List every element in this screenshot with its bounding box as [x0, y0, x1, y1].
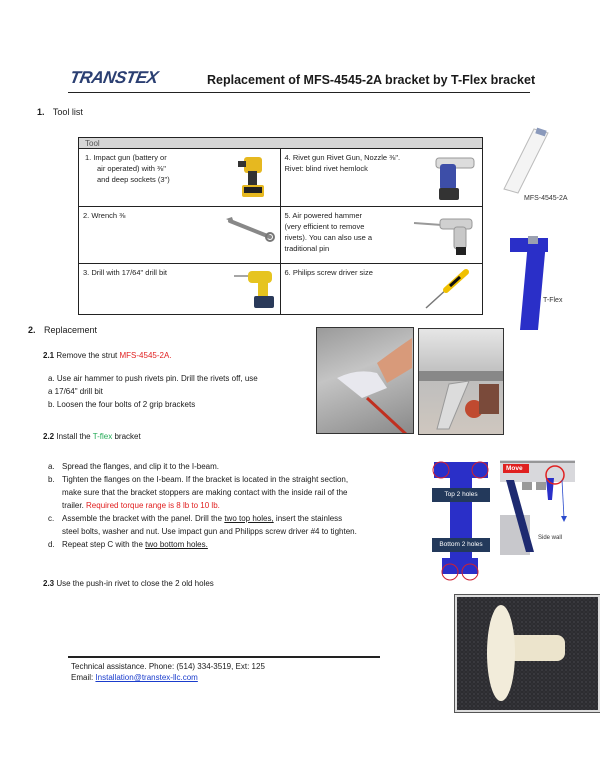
page-title: Replacement of MFS-4545-2A bracket by T-Flex bracket — [207, 73, 536, 87]
step-2-2-heading: 2.2 Install the T-flex bracket — [43, 432, 141, 441]
section-1-heading: 1. Tool list — [37, 107, 83, 117]
step-2-2-item-c: c. Assemble the bracket with the panel. Drill the two top holes, insert the stainless steel bolts, washer and nut. Use impact gun and Philipps screw driver #4 to tighten. — [48, 514, 357, 536]
push-in-rivet-photo — [455, 595, 600, 712]
transtex-logo: TRANSTEX — [68, 68, 160, 87]
support-email-link[interactable]: Installation@transtex-llc.com — [95, 673, 198, 682]
tool-row — [79, 149, 482, 207]
air-hammer-image — [412, 213, 476, 259]
header-divider — [68, 92, 530, 93]
rivet-gun-image — [432, 154, 478, 202]
tech-assistance-phone: Technical assistance. Phone: (514) 334-3519, Ext: 125 — [71, 662, 265, 671]
footer-contact: Technical assistance. Phone: (514) 334-3519, Ext: 125 Email: Installation@transtex-llc.com — [71, 662, 265, 682]
section-2-heading: 2. Replacement — [28, 325, 98, 335]
mfs-bracket-image — [500, 125, 550, 195]
wrench-image — [224, 215, 276, 243]
tflex-holes-diagram — [428, 458, 493, 583]
tool-table-header: Tool — [79, 138, 482, 149]
torque-warning: Required torque range is 8 lb to 10 lb. — [86, 501, 220, 510]
remove-rivets-photo — [316, 327, 414, 434]
impact-gun-image — [236, 155, 266, 199]
top-holes-label: Top 2 holes — [432, 488, 490, 502]
step-2-1-heading: 2.1 Remove the strut MFS-4545-2A. — [43, 351, 172, 360]
step-2-1-item-b: b. Loosen the four bolts of 2 grip brackets — [48, 400, 196, 409]
tool-cell-screwdriver: 6. Philips screw driver size — [281, 264, 483, 314]
bottom-holes-label: Bottom 2 holes — [432, 538, 490, 552]
side-wall-label: Side wall — [538, 535, 563, 541]
mfs-bracket-label: MFS-4545-2A — [524, 195, 568, 202]
tool-table — [78, 137, 483, 315]
tflex-bracket-image — [508, 232, 550, 332]
step-2-1-item-a: a. Use air hammer to push rivets pin. Drill the rivets off, use — [48, 374, 258, 383]
drill-image — [234, 268, 278, 310]
step-2-2-item-a: a. Spread the flanges, and clip it to the I-beam. — [48, 462, 219, 471]
footer-divider — [68, 656, 380, 658]
tool-cell-drill: 3. Drill with 17/64" drill bit — [79, 264, 281, 314]
tool-cell-rivet-gun: 4. Rivet gun Rivet Gun, Nozzle ⅜". Rivet: blind rivet hemlock — [281, 149, 483, 206]
step-2-1-list: a. Use air hammer to push rivets pin. Drill the rivets off, use a 17/64" drill bit b. Loosen the four bolts of 2 grip brackets — [48, 374, 258, 409]
step-2-3-heading: 2.3 Use the push-in rivet to close the 2 old holes — [43, 579, 214, 588]
step-2-2-list — [48, 460, 428, 551]
move-label: Move — [503, 464, 529, 473]
tool-row — [79, 264, 482, 314]
tflex-bracket-label: T-Flex — [543, 297, 563, 304]
tool-cell-impact-gun: 1. Impact gun (battery or air operated) with ⅜" and deep sockets (3") — [79, 149, 281, 206]
move-bracket-diagram — [500, 460, 575, 555]
tool-cell-air-hammer: 5. Air powered hammer (very efficient to remove rivets). You can also use a traditional pin — [281, 207, 483, 263]
step-2-2-item-d: d. Repeat step C with the two bottom holes. — [48, 540, 208, 549]
tool-cell-wrench: 2. Wrench ⅜ — [79, 207, 281, 263]
step-2-2-item-b: b. Tighten the flanges on the I-beam. If the bracket is located in the straight section, make sure that the bracket stoppers are making contact with the inside rail of the trailer. Required torque range is 8 lb to 10 lb. — [48, 475, 349, 510]
loosen-bolts-photo — [418, 328, 504, 435]
tool-row — [79, 207, 482, 264]
screwdriver-image — [422, 268, 472, 312]
